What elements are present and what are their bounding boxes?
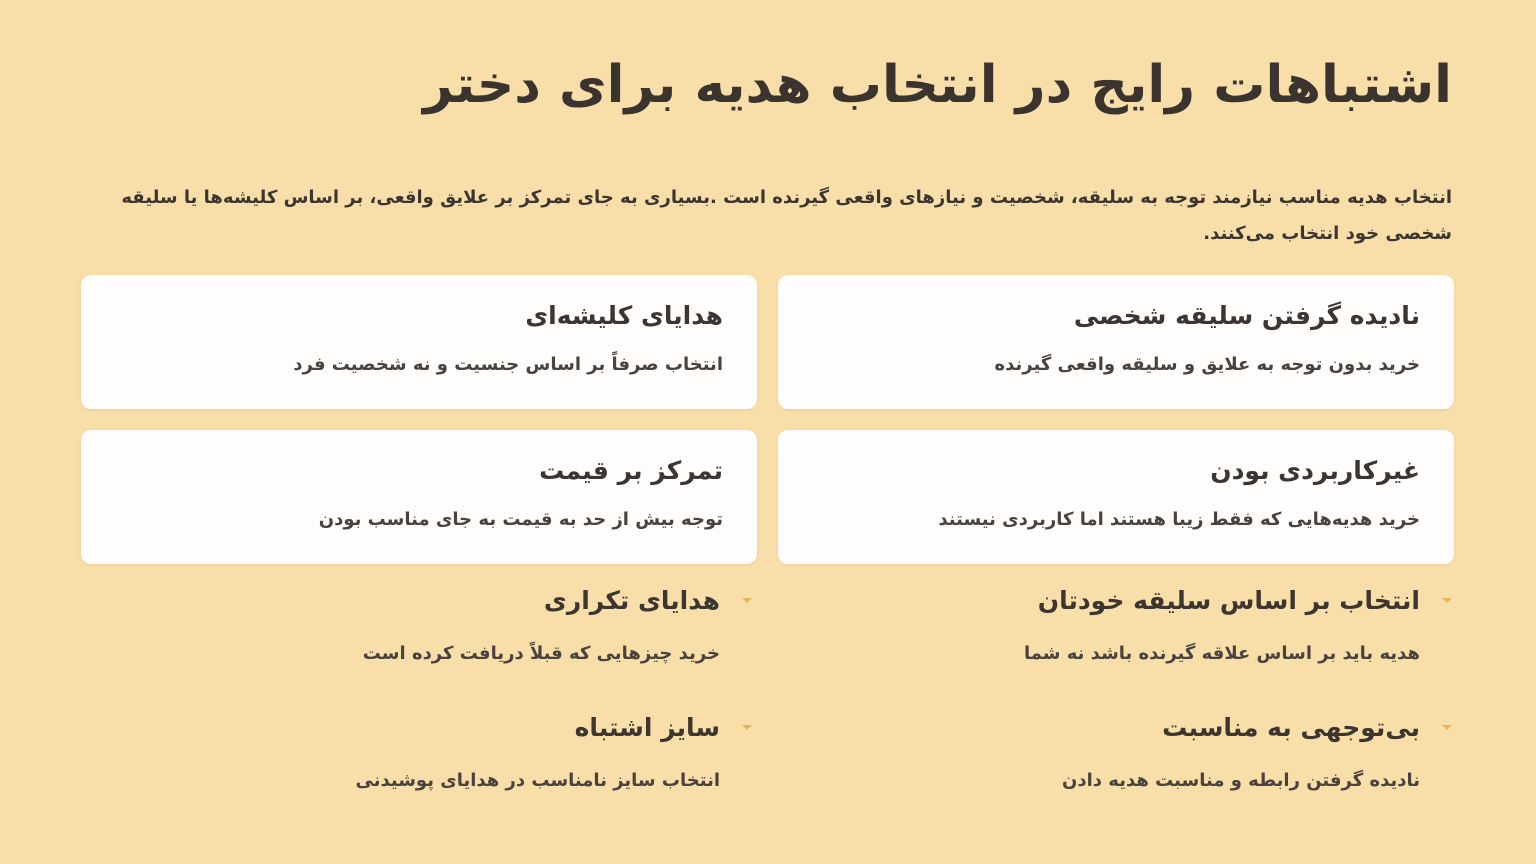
bullet-description: انتخاب سایز نامناسب در هدایای پوشیدنی bbox=[355, 770, 720, 791]
mistake-bullet bbox=[72, 711, 752, 821]
bullet-description: نادیده گرفتن رابطه و مناسبت هدیه دادن bbox=[1062, 770, 1420, 791]
intro-paragraph: انتخاب هدیه مناسب نیازمند توجه به سلیقه، شخصیت و نیازهای واقعی گیرنده است .بسیاری به جای تمرکز بر علایق واقعی، بر اساس کلیشه‌ها یا سلیقه شخصی خود انتخاب می‌کنند. bbox=[121, 187, 1452, 244]
bullet-title: بی‌توجهی به مناسبت bbox=[1162, 713, 1420, 742]
bullet-title: انتخاب بر اساس سلیقه خودتان bbox=[1037, 586, 1420, 615]
mistake-bullet bbox=[772, 711, 1452, 821]
bullet-marker-icon bbox=[1442, 725, 1452, 730]
card-title: نادیده گرفتن سلیقه شخصی bbox=[1073, 301, 1420, 330]
bullet-title: سایز اشتباه bbox=[574, 713, 720, 742]
card-description: انتخاب صرفاً بر اساس جنسیت و نه شخصیت فرد bbox=[293, 354, 723, 375]
card-title: تمرکز بر قیمت bbox=[539, 456, 723, 485]
bullet-marker-icon bbox=[742, 725, 752, 730]
mistake-card bbox=[778, 430, 1454, 564]
mistake-bullet bbox=[72, 584, 752, 694]
mistake-card bbox=[81, 275, 757, 409]
card-title: غیرکاربردی بودن bbox=[1210, 456, 1420, 485]
bullet-marker-icon bbox=[742, 598, 752, 603]
card-description: خرید هدیه‌هایی که فقط زیبا هستند اما کاربردی نیستند bbox=[938, 509, 1420, 530]
bullet-marker-icon bbox=[1442, 598, 1452, 603]
mistake-bullet bbox=[772, 584, 1452, 694]
mistake-card bbox=[81, 430, 757, 564]
card-description: خرید بدون توجه به علایق و سلیقه واقعی گیرنده bbox=[994, 354, 1420, 375]
card-title: هدایای کلیشه‌ای bbox=[525, 301, 723, 330]
bullet-description: هدیه باید بر اساس علاقه گیرنده باشد نه شما bbox=[1023, 643, 1420, 664]
page-title: اشتباهات رایج در انتخاب هدیه برای دختر bbox=[423, 55, 1452, 115]
bullet-title: هدایای تکراری bbox=[543, 586, 720, 615]
mistake-card bbox=[778, 275, 1454, 409]
card-description: توجه بیش از حد به قیمت به جای مناسب بودن bbox=[318, 509, 723, 530]
bullet-description: خرید چیزهایی که قبلاً دریافت کرده است bbox=[362, 643, 720, 664]
